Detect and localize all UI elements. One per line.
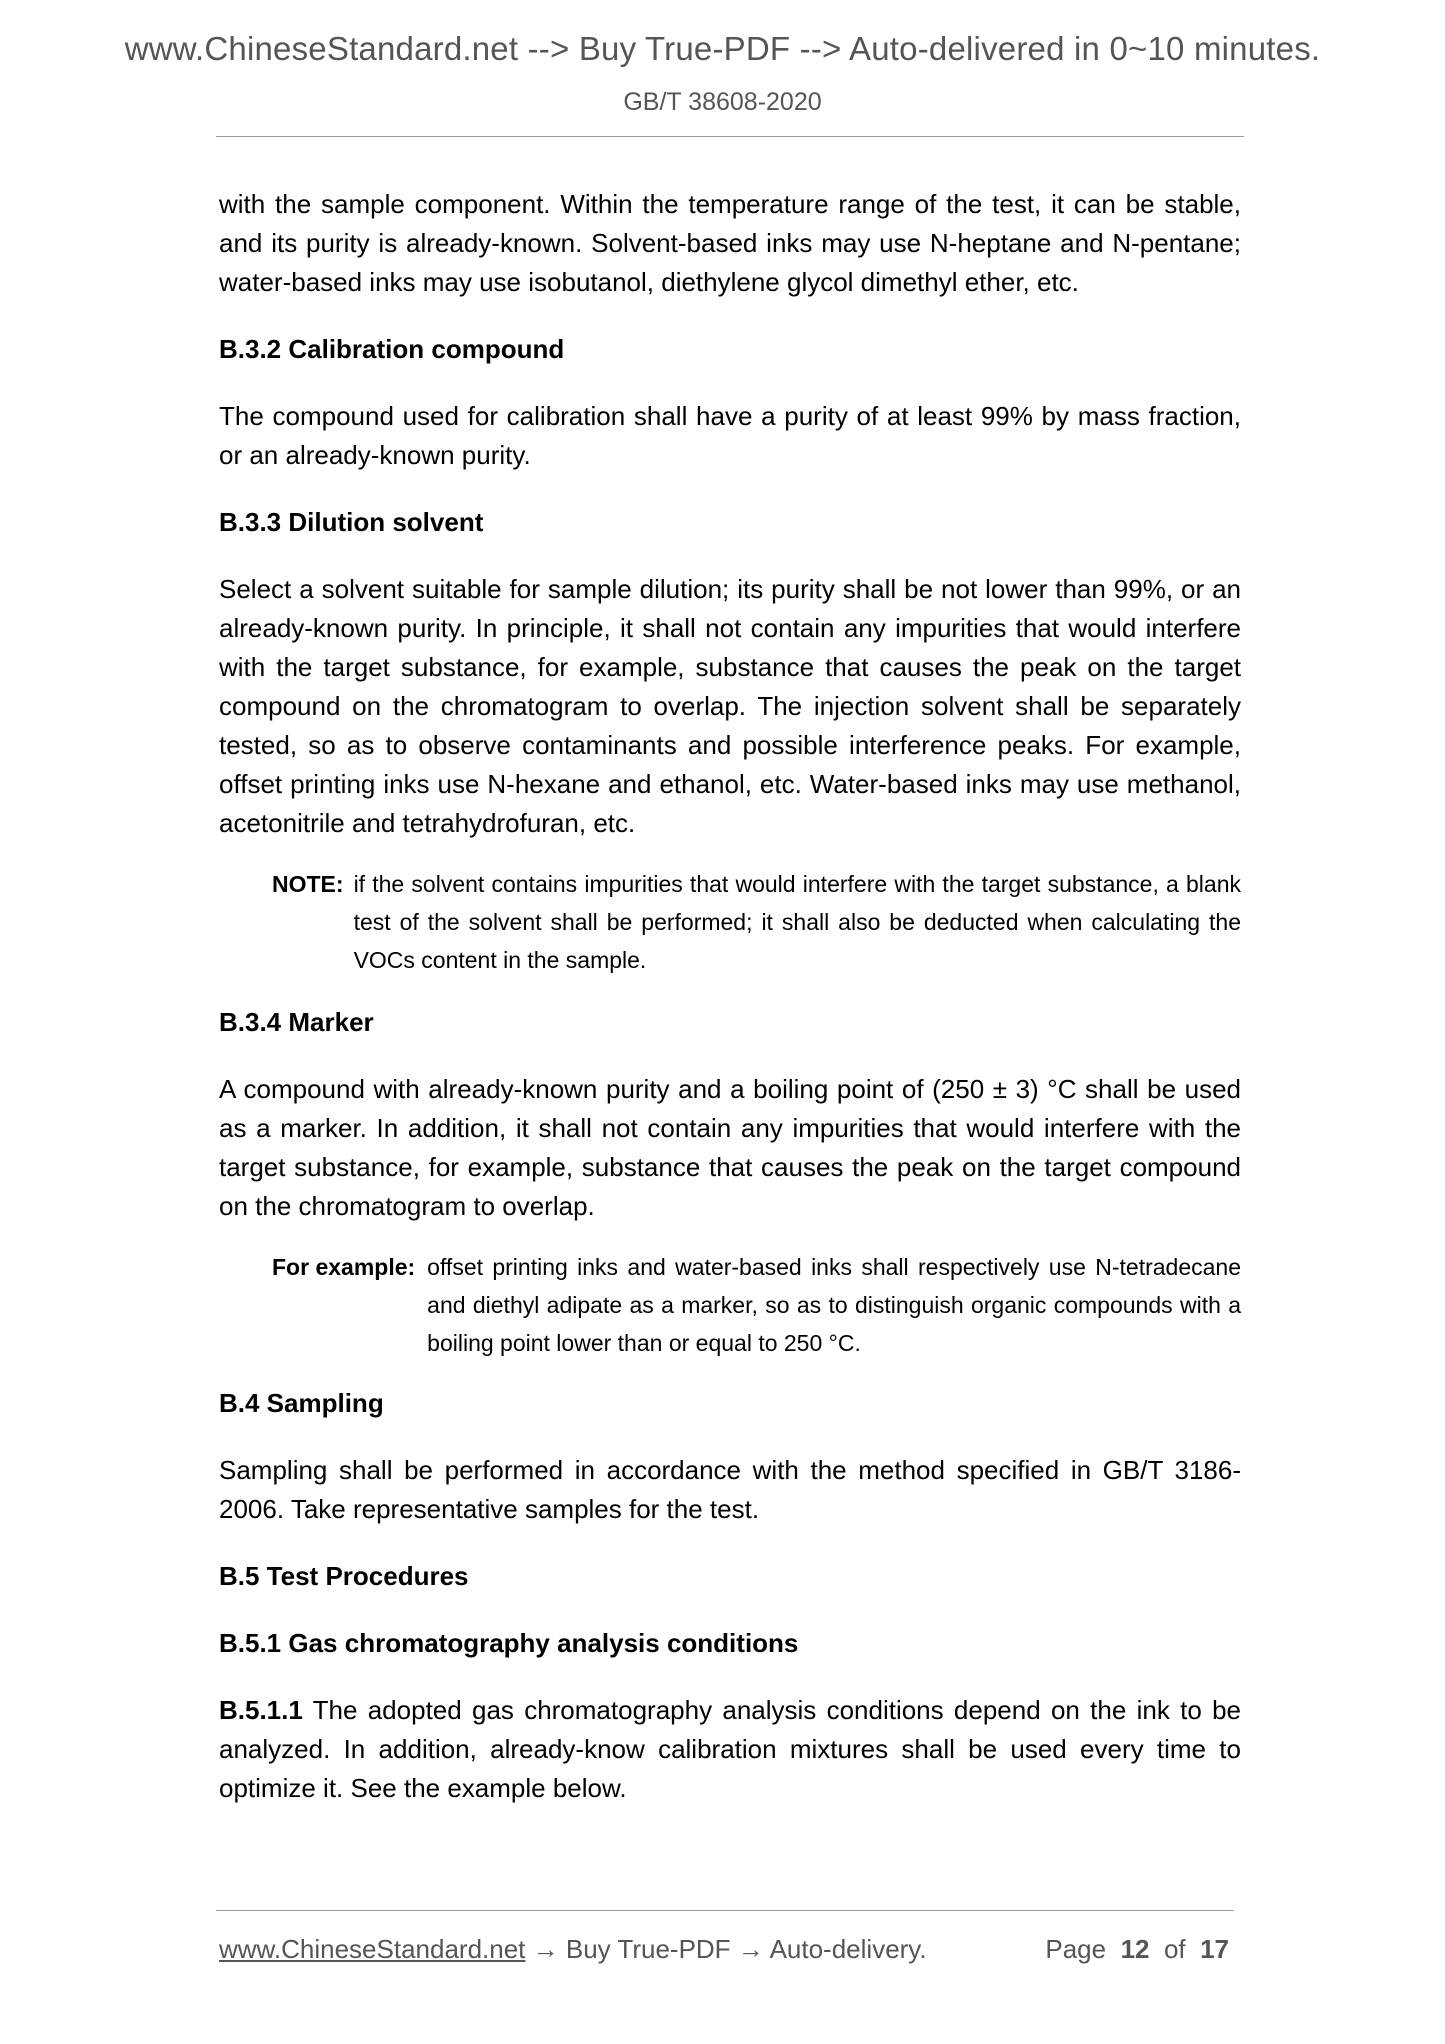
clause-number-b-5-1-1: B.5.1.1: [219, 1695, 303, 1725]
header-banner: www.ChineseStandard.net --> Buy True-PDF --> Auto-delivered in 0~10 minutes.: [124, 30, 1321, 67]
paragraph-b-3-4: A compound with already-known purity and a boiling point of (250 ± 3) °C shall be used as a marker. In addition, it shall not contain any impurities that would interfere with the target substance, for example, substance that causes the peak on the target compound on the chromatogram to overlap.: [219, 1074, 1241, 1221]
heading-b-4: B.4 Sampling: [219, 1388, 384, 1418]
footer-site-link[interactable]: www.ChineseStandard.net: [219, 1934, 526, 1964]
clause-text-b-5-1-1: The adopted gas chromatography analysis conditions depend on the ink to be analyzed. In addition, already-know calibration mixtures shall be used every time to optimize it. See the example below.: [219, 1695, 1241, 1803]
heading-b-5: B.5 Test Procedures: [219, 1561, 469, 1591]
of-word: of: [1163, 1934, 1186, 1964]
note-label: NOTE:: [272, 871, 344, 897]
page-indicator: [1045, 1934, 1229, 1965]
page-footer: [219, 1934, 1229, 1965]
footer-tagline: → Buy True-PDF → Auto-delivery.: [525, 1934, 927, 1964]
page-total: 17: [1200, 1934, 1229, 1964]
paragraph-b-5-1-1: [219, 1691, 1241, 1808]
paragraph-b-4: Sampling shall be performed in accordance with the method specified in GB/T 3186-2006. Take representative samples for the test.: [219, 1455, 1241, 1524]
page-number: 12: [1120, 1934, 1150, 1964]
paragraph-b-3-3: Select a solvent suitable for sample dilution; its purity shall be not lower than 99%, or an already-known purity. In principle, it shall not contain any impurities that would interfere with the target substance, for example, substance that causes the peak on the target compound on the chromatogram to overlap. The injection solvent shall be separately tested, so as to observe contaminants and possible interference peaks. For example, offset printing inks use N-hexane and ethanol, etc. Water-based inks may use methanol, acetonitrile and tetrahydrofuran, etc.: [219, 574, 1241, 838]
heading-b-3-3: B.3.3 Dilution solvent: [219, 507, 484, 537]
example-label: For example:: [272, 1254, 416, 1280]
footer-divider: [216, 1910, 1234, 1911]
paragraph-b-3-2: The compound used for calibration shall have a purity of at least 99% by mass fraction, or an already-known purity.: [219, 401, 1241, 470]
doc-number: GB/T 38608-2020: [623, 88, 822, 116]
note-block: [272, 865, 1241, 979]
header-divider: [216, 136, 1244, 137]
footer-left: [219, 1934, 927, 1965]
heading-b-3-2: B.3.2 Calibration compound: [219, 334, 565, 364]
paragraph-intro: with the sample component. Within the temperature range of the test, it can be stable, and its purity is already-known. Solvent-based inks may use N-heptane and N-pentane; water-based inks may use isobutanol, diethylene glycol dimethyl ether, etc.: [219, 189, 1241, 297]
note-text: if the solvent contains impurities that would interfere with the target substance, a blank test of the solvent shall be performed; it shall also be deducted when calculating the VOCs content in the sample.: [353, 871, 1241, 973]
example-block: [272, 1248, 1241, 1362]
heading-b-3-4: B.3.4 Marker: [219, 1007, 374, 1037]
page-word: Page: [1045, 1934, 1107, 1964]
heading-b-5-1: B.5.1 Gas chromatography analysis conditions: [219, 1628, 799, 1658]
example-text: offset printing inks and water-based inks shall respectively use N-tetradecane and diethyl adipate as a marker, so as to distinguish organic compounds with a boiling point lower than or equal to 250 °C.: [427, 1254, 1241, 1356]
document-body: [219, 185, 1241, 1836]
